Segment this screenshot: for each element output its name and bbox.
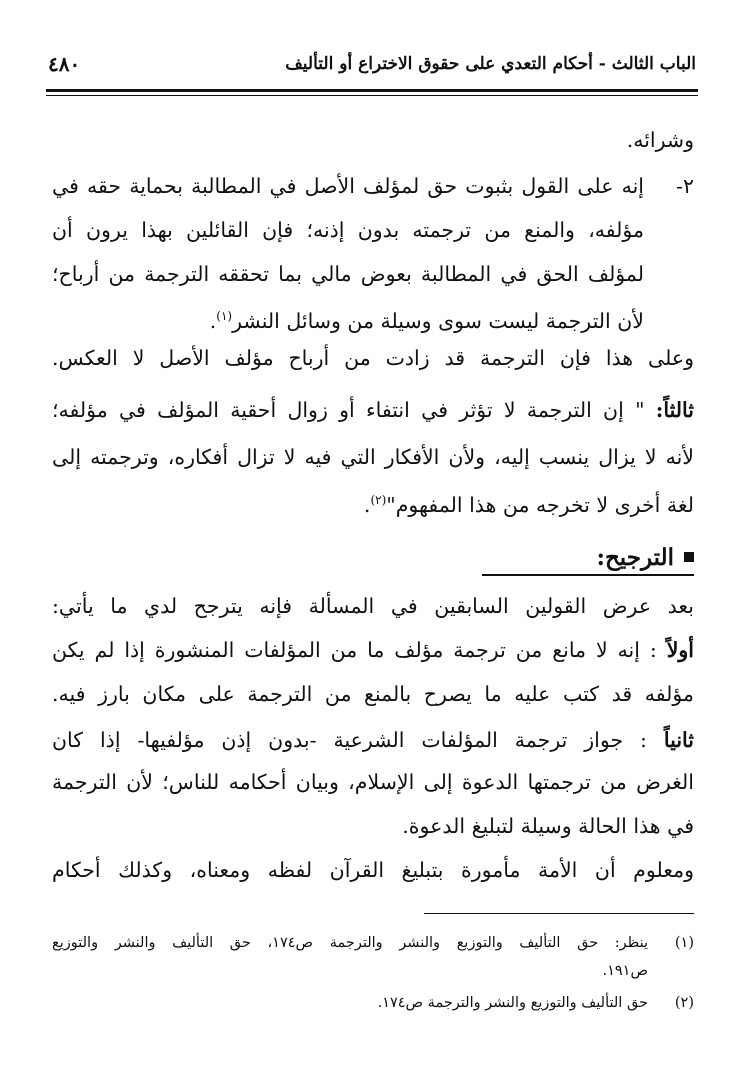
text-line: أولاً : إنه لا مانع من ترجمة مؤلف ما من المؤلفات المنشورة إذا لم يكن: [52, 638, 694, 662]
text-line: لأن الترجمة ليست سوى وسيلة من وسائل النشر$^{(١)}$.: [209, 308, 644, 333]
list-item-2-line: ٢- إنه على القول بثبوت حق لمؤلف الأصل في المطالبة بحماية حقه في: [52, 170, 694, 204]
footnote-ref-1: (١): [216, 309, 233, 323]
footnote-1-cont: ص١٩١.: [602, 963, 648, 979]
chapter-title: الباب الثالث - أحكام التعدي على حقوق الاختراع أو التأليف: [285, 54, 696, 74]
text-line: ومعلوم أن الأمة مأمورة بتبليغ القرآن لفظه ومعناه، وكذلك أحكام: [52, 858, 694, 882]
text-line: مؤلفه قد كتب عليه ما يصرح بالمنع من الترجمة على مكان بارز فيه.: [52, 682, 694, 706]
text-line: بعد عرض القولين السابقين في المسألة فإنه يترجح لدي ما يأتي:: [52, 594, 694, 618]
text-line: في هذا الحالة وسيلة لتبليغ الدعوة.: [402, 814, 694, 838]
text-line: لغة أخرى لا تخرجه من هذا المفهوم"$^{(٢)}$.: [363, 492, 694, 517]
point-label-1: أولاً: [666, 638, 694, 662]
text-line: وشرائه.: [626, 128, 694, 152]
footnote-1: (١) ينظر: حق التأليف والتوزيع والنشر والترجمة ص١٧٤، حق التأليف والنشر والتوزيع: [52, 935, 694, 951]
running-header: [48, 44, 696, 84]
footnote-2: (٢) حق التأليف والتوزيع والنشر والترجمة ص١٧٤.: [377, 995, 694, 1011]
heading-underline: [482, 574, 694, 576]
page-number: ٤٨٠: [48, 52, 81, 76]
text-line: ثانياً : جواز ترجمة المؤلفات الشرعية -بدون إذن مؤلفيها- إذا كان: [52, 728, 694, 752]
header-rule-thick: [46, 89, 698, 92]
text-line: لأنه لا يزال ينسب إليه، ولأن الأفكار التي فيه لا تزال أفكاره، وترجمته إلى: [52, 445, 694, 469]
point-label-2: ثانياً: [663, 728, 694, 752]
text-line: وعلى هذا فإن الترجمة قد زادت من أرباح مؤلف الأصل لا العكس.: [52, 346, 694, 370]
header-rule-thin: [46, 95, 698, 96]
text-line: مؤلفه، والمنع من ترجمته بدون إذنه؛ فإن القائلين بهذا يرون أن: [52, 218, 644, 242]
footnote-ref-2: (٢): [370, 493, 387, 507]
text-line: لمؤلف الحق في المطالبة بعوض مالي بما تحققه الترجمة من أرباح؛: [52, 262, 644, 286]
footnote-separator: [424, 913, 694, 914]
point-label-3: ثالثاً:: [655, 398, 694, 422]
list-number: ٢-: [676, 174, 694, 198]
square-bullet-icon: [684, 552, 694, 562]
text-line: ثالثاً: " إن الترجمة لا تؤثر في انتفاء أو زوال أحقية المؤلف في مؤلفه؛: [52, 398, 694, 422]
section-heading: الترجيح:: [596, 540, 694, 574]
text-line: الغرض من ترجمتها الدعوة إلى الإسلام، وبيان أحكامه للناس؛ لأن الترجمة: [52, 770, 694, 794]
